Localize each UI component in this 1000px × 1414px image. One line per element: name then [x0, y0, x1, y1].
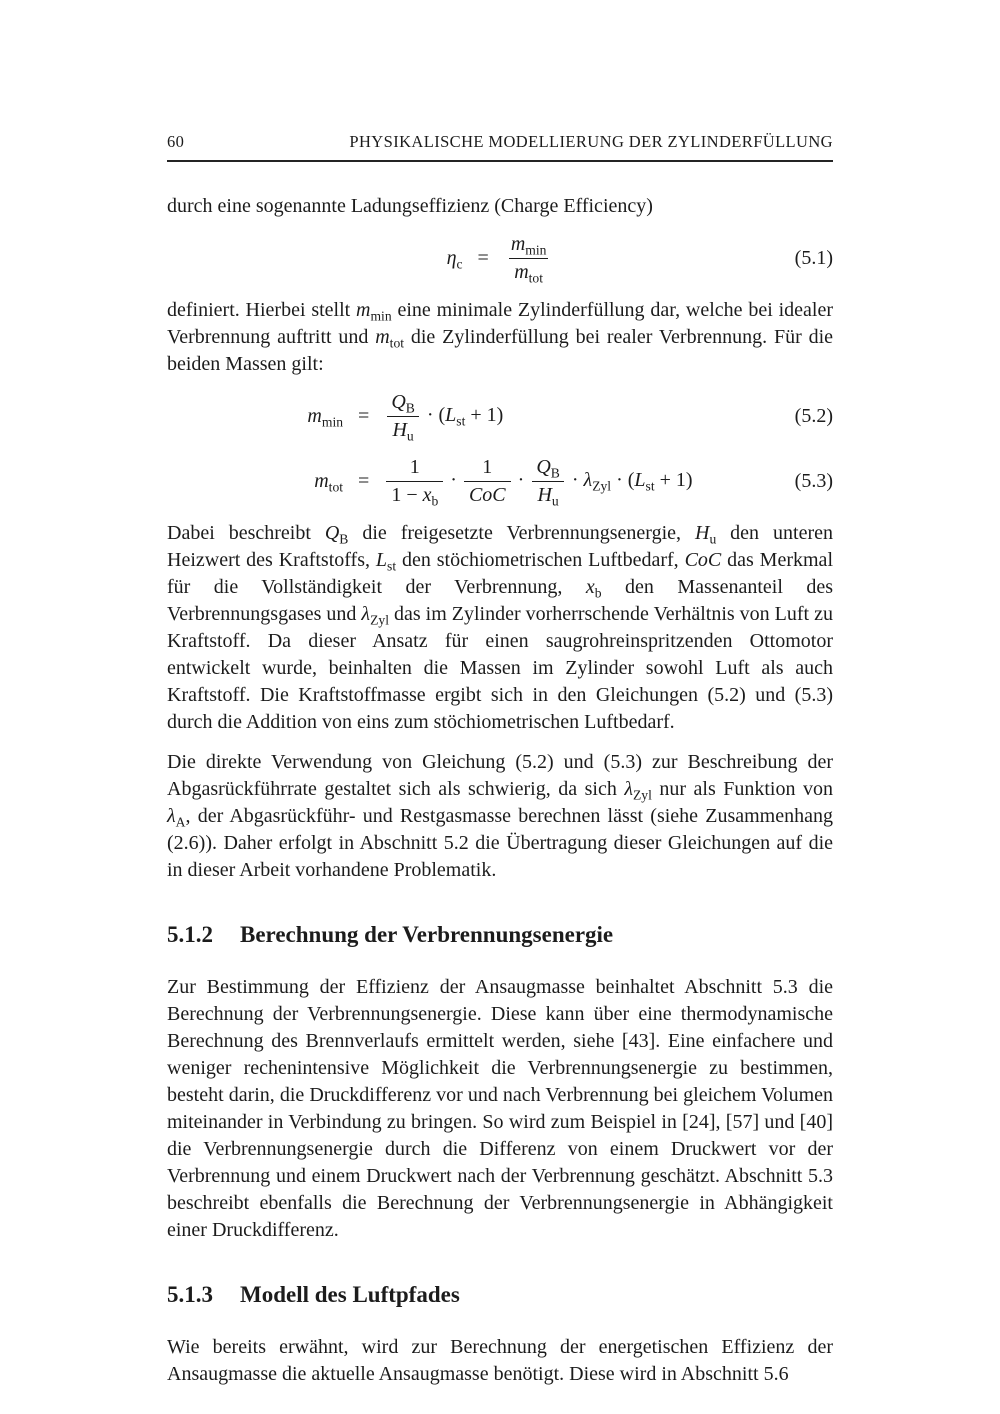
equation-5-3-lhs: $m_{tot}$ — [314, 470, 344, 495]
equals-sign: = — [358, 405, 370, 427]
section-title: Modell des Luftpfades — [240, 1282, 460, 1307]
section-heading-5-1-2 — [167, 921, 833, 949]
header-rule — [167, 160, 833, 162]
paragraph-direct-usage: Die direkte Verwendung von Gleichung (5.2) und (5.3) zur Beschreibung der Abgasrückführrate gestaltet sich als schwierig, da sich $\lambda_{Zyl}$ nur als Funktion von $\lambda_A$, der Abgasrückführ- und Restgasmasse berechnen lässt (siehe Zusammenhang (2.6)). Daher erfolgt in Abschnitt 5.2 die Übertragung dieser Gleichungen auf die in dieser Arbeit vorhandene Problematik. — [167, 751, 833, 881]
equals-sign: = — [358, 470, 370, 492]
equation-5-1-rhs: $\frac{m_{min}}{m_{tot}}$ — [510, 233, 547, 286]
equation-5-2-rhs: $\frac{Q_B}{H_u}$ · $(L_{st} + 1)$ — [384, 391, 503, 442]
section-title: Berechnung der Verbrennungsenergie — [240, 922, 614, 947]
section-number: 5.1.2 — [167, 922, 213, 947]
running-title: PHYSIKALISCHE MODELLIERUNG DER ZYLINDERFÜLLUNG — [349, 132, 833, 151]
section-heading-5-1-3 — [167, 1281, 833, 1309]
paragraph-luftpfad: Wie bereits erwähnt, wird zur Berechnung der energetischen Effizienz der Ansaugmasse die aktuelle Ansaugmasse benötigt. Diese wird in Abschnitt 5.6 — [167, 1336, 833, 1385]
equation-group-5-2-5-3 — [167, 391, 833, 507]
equals-sign: = — [477, 247, 489, 269]
page-number: 60 — [167, 132, 185, 151]
section-number: 5.1.3 — [167, 1282, 213, 1307]
paragraph-charge-efficiency: durch eine sogenannte Ladungseffizienz (Charge Efficiency) — [167, 195, 653, 217]
page-header — [167, 131, 833, 153]
paragraph-symbols-description: Dabei beschreibt $Q_B$ die freigesetzte Verbrennungsenergie, $H_u$ den unteren Heizwert des Kraftstoffs, $L_{st}$ den stöchiometrischen Luftbedarf, CoC das Merkmal für die Vollständigkeit der Verbrennung, $x_b$ den Massenanteil des Verbrennungsgases und $\lambda_{Zyl}$ das im Zylinder vorherrschende Verhältnis von Luft zu Kraftstoff. Da dieser Ansatz für einen saugrohreinspritzenden Ottomotor entwickelt wurde, beinhalten die Massen im Zylinder sowohl Luft als auch Kraftstoff. Die Kraftstoffmasse ergibt sich in den Gleichungen (5.2) und (5.3) durch die Addition von eins zum stöchiometrischen Luftbedarf. — [167, 522, 833, 733]
equation-5-2-lhs: $m_{min}$ — [307, 405, 344, 430]
equation-5-1-lhs: $\eta_c$ — [446, 247, 463, 272]
equation-number-5-2: (5.2) — [794, 405, 833, 427]
equation-5-3-rhs: $\frac{1}{1 - x_b}$ · $\frac{1}{\text{CoC}}$ · $\frac{Q_B}{H_u}$ · $\lambda_{Zyl} \cdot (L_{st} + 1)$ — [384, 456, 692, 507]
equation-number-5-1: (5.1) — [794, 247, 833, 269]
equation-number-5-3: (5.3) — [794, 470, 833, 492]
equation-5-1 — [167, 233, 833, 284]
paragraph-verbrennungsenergie: Zur Bestimmung der Effizienz der Ansaugmasse beinhaltet Abschnitt 5.3 die Berechnung der Verbrennungsenergie. Diese kann über eine thermodynamische Berechnung des Brennverlaufs ermittelt werden, siehe [43]. Eine einfachere und weniger rechenintensive Möglichkeit die Verbrennungsenergie zu bestimmen, besteht darin, die Druckdifferenz vor und nach Verbrennung bei gleichem Volumen miteinander in Verbindung zu bringen. So wird zum Beispiel in [24], [57] und [40] die Verbrennungsenergie durch die Differenz von einem Druckwert vor der Verbrennung und einem Druckwert nach der Verbrennung geschätzt. Abschnitt 5.3 beschreibt ebenfalls die Berechnung der Verbrennungsenergie in Abhängigkeit einer Druckdifferenz. — [167, 976, 833, 1241]
paragraph-definition-masses: definiert. Hierbei stellt $m_{min}$ eine minimale Zylinderfüllung dar, welche bei idealer Verbrennung auftritt und $m_{tot}$ die Zylinderfüllung bei realer Verbrennung. Für die beiden Massen gilt: — [167, 299, 833, 375]
